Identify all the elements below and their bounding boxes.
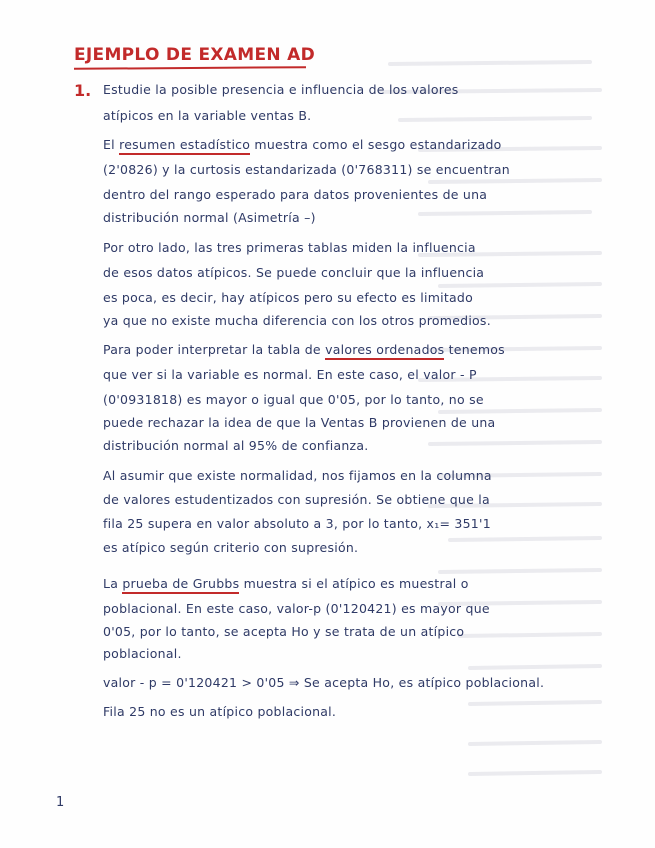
underlined-term: prueba de Grubbs [122, 576, 239, 594]
text-line: 0'05, por lo tanto, se acepta Ho y se trata de un atípico [103, 624, 465, 639]
text-line: Fila 25 no es un atípico poblacional. [103, 704, 337, 719]
title-underline [74, 66, 306, 70]
text-line: fila 25 supera en valor absoluto a 3, por lo tanto, x₁= 351'1 [103, 516, 491, 531]
line-suffix: muestra como el sesgo estandarizado [250, 137, 502, 152]
text-line: poblacional. En este caso, valor-p (0'120421) es mayor que [103, 601, 490, 616]
text-line: distribución normal al 95% de confianza. [103, 438, 369, 453]
text-line: Por otro lado, las tres primeras tablas miden la influencia [103, 240, 476, 255]
underlined-term: resumen estadístico [119, 137, 250, 155]
text-line: poblacional. [103, 646, 182, 661]
text-line [103, 576, 469, 592]
line-prefix: El [103, 137, 120, 152]
underlined-term: valores ordenados [325, 342, 444, 360]
text-line [103, 137, 502, 153]
text-line: de esos datos atípicos. Se puede concluir que la influencia [103, 265, 485, 280]
text-line: puede rechazar la idea de que la Ventas B provienen de una [103, 415, 496, 430]
text-line: atípicos en la variable ventas B. [103, 108, 312, 123]
text-line: de valores estudentizados con supresión. Se obtiene que la [103, 492, 490, 507]
text-line: Al asumir que existe normalidad, nos fijamos en la columna [103, 468, 492, 483]
line-suffix: muestra si el atípico es muestral o [239, 576, 469, 591]
text-line: distribución normal (Asimetría –) [103, 210, 316, 225]
line-prefix: La [103, 576, 123, 591]
text-line [103, 342, 505, 358]
page-number: 1 [56, 795, 65, 810]
question-number: 1. [74, 81, 92, 100]
line-prefix: Para poder interpretar la tabla de [103, 342, 326, 357]
text-line: es poca, es decir, hay atípicos pero su efecto es limitado [103, 290, 473, 305]
text-line: Estudie la posible presencia e influencia de los valores [103, 82, 459, 97]
text-line: es atípico según criterio con supresión. [103, 540, 359, 555]
text-line: que ver si la variable es normal. En este caso, el valor - P [103, 367, 477, 382]
text-line: (0'0931818) es mayor o igual que 0'05, por lo tanto, no se [103, 392, 484, 407]
text-line: valor - p = 0'120421 > 0'05 ⇒ Se acepta Ho, es atípico poblacional. [103, 675, 545, 690]
page-title: EJEMPLO DE EXAMEN AD [74, 45, 315, 65]
text-line: dentro del rango esperado para datos provenientes de una [103, 187, 488, 202]
text-line: ya que no existe mucha diferencia con los otros promedios. [103, 313, 491, 328]
text-line: (2'0826) y la curtosis estandarizada (0'768311) se encuentran [103, 162, 510, 177]
line-suffix: tenemos [444, 342, 505, 357]
